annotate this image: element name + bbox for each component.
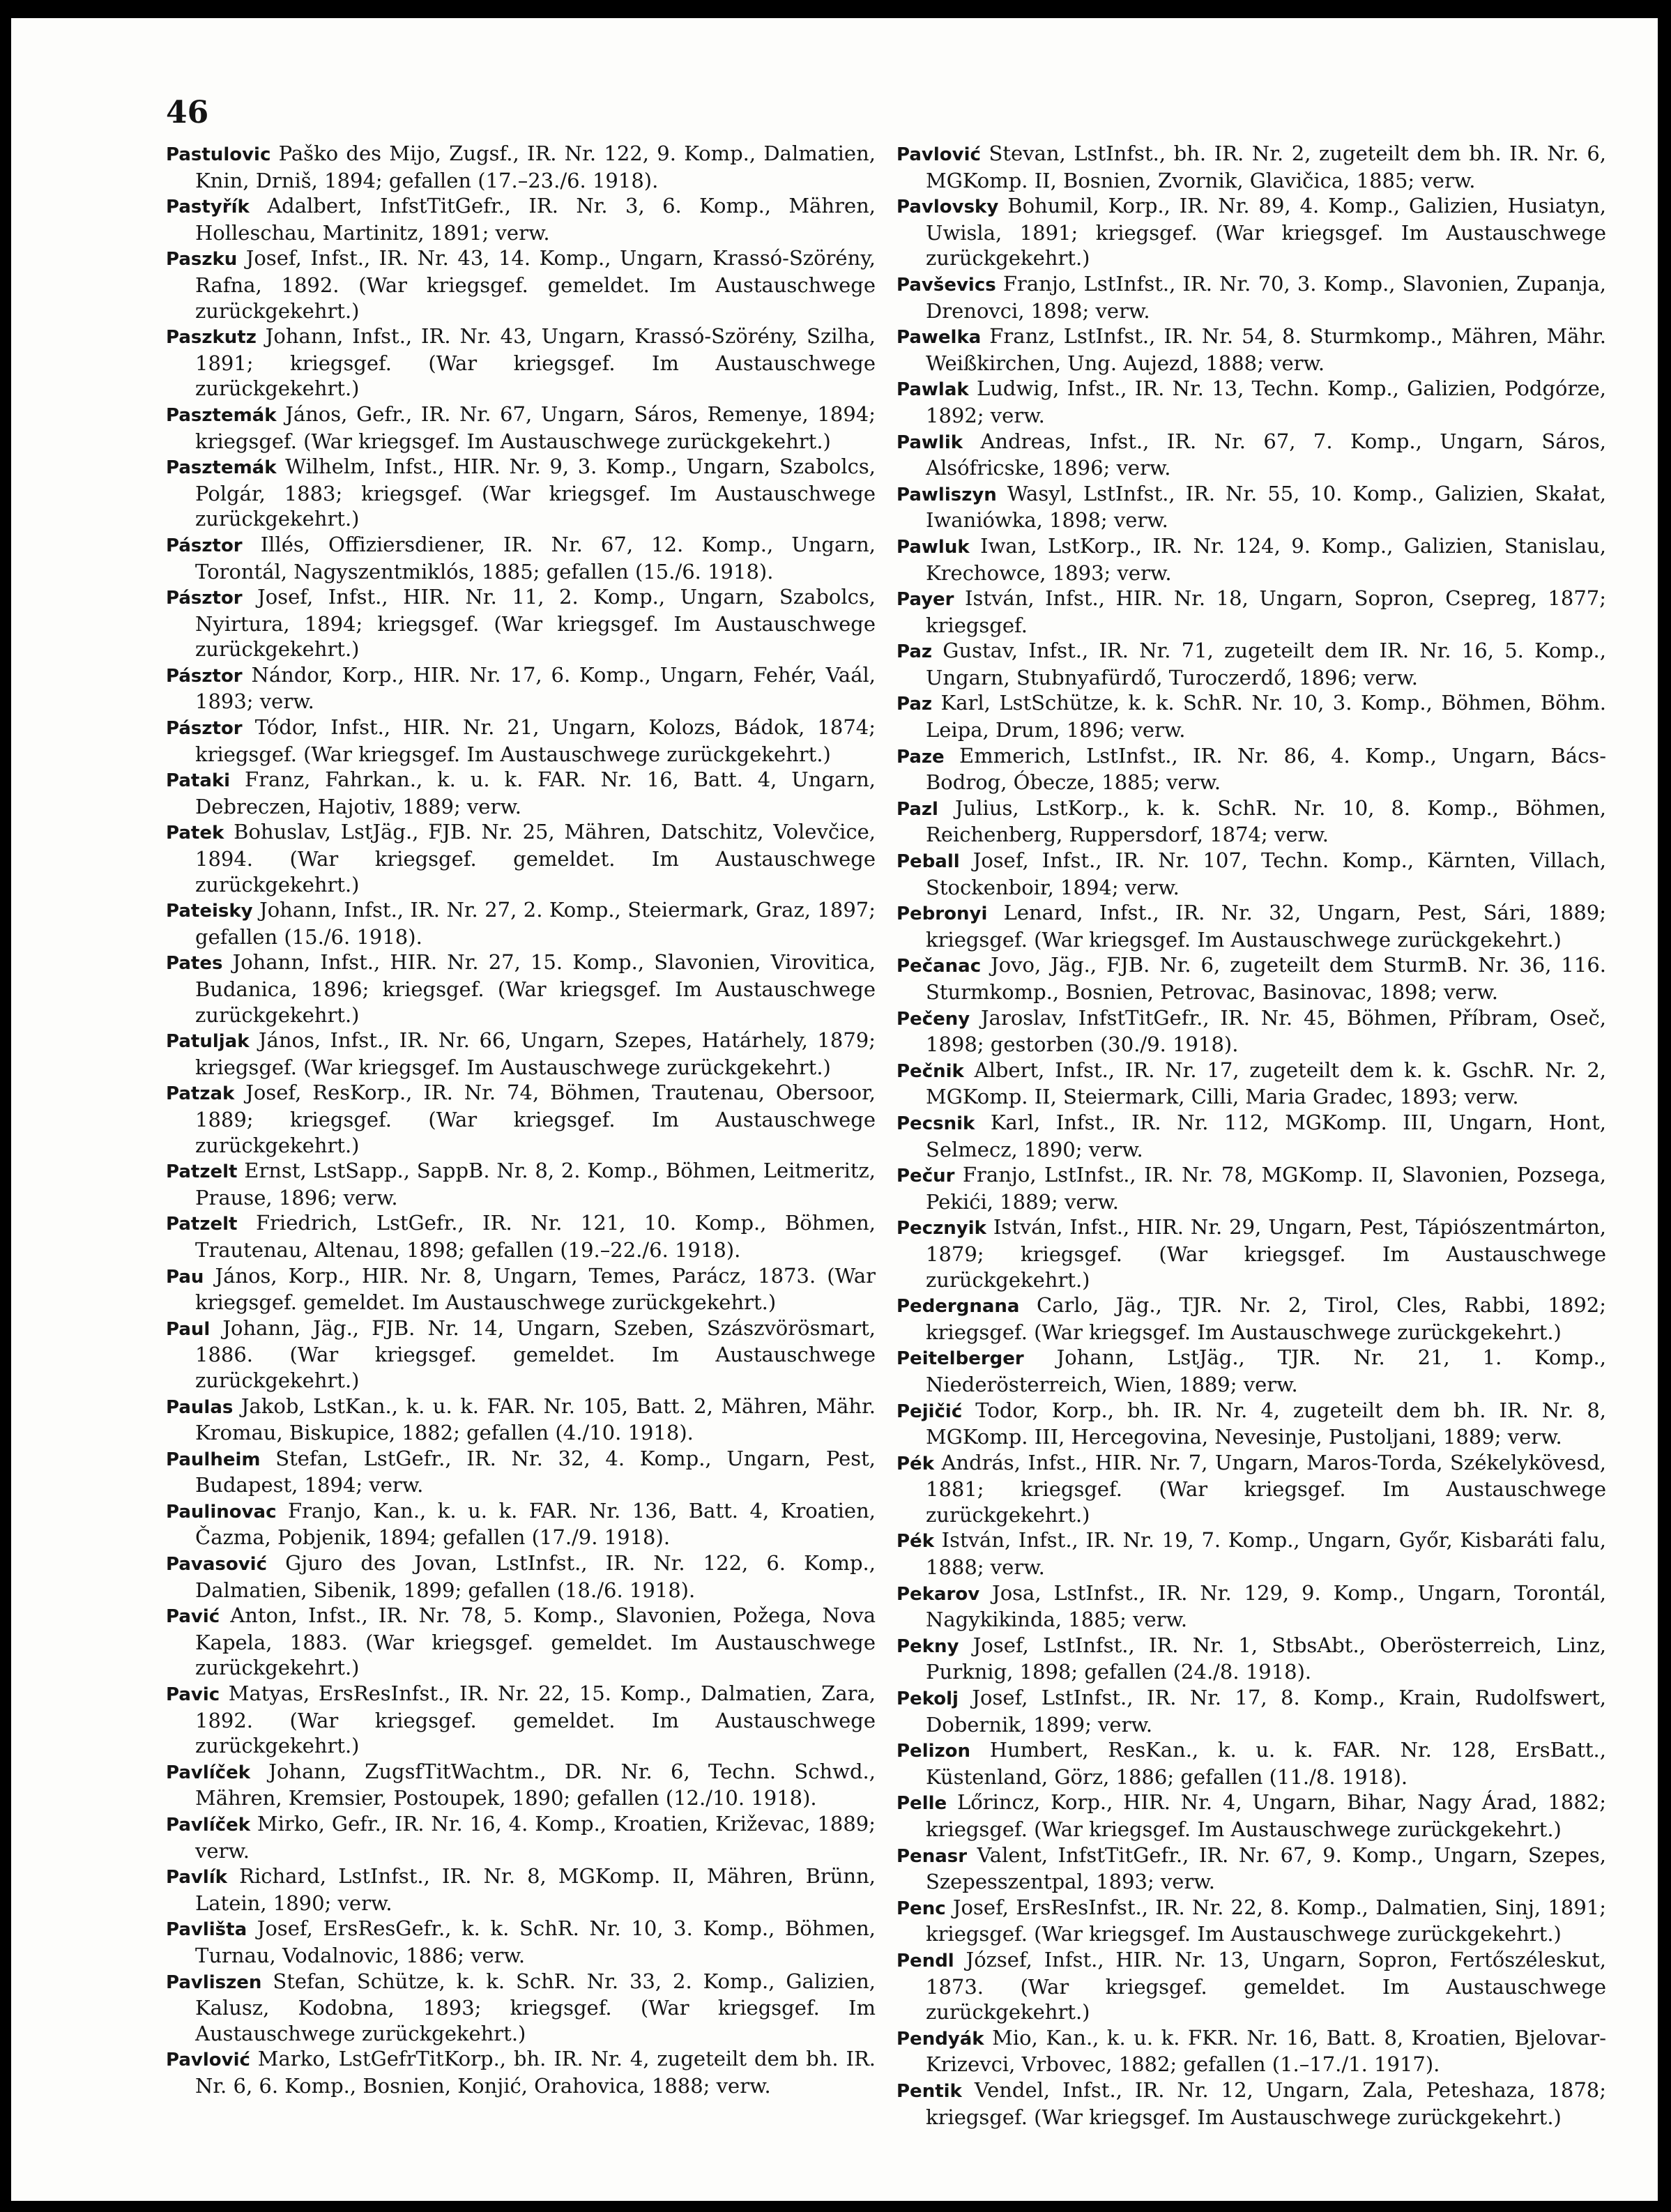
roll-entry [166, 584, 876, 662]
entry-details: Friedrich, LstGefr., IR. Nr. 121, 10. Komp., Böhmen, Trautenau, Altenau, 1898; gefallen (19.–22./6. 1918). [195, 1211, 876, 1262]
roll-entry [166, 1603, 876, 1681]
roll-entry [896, 1633, 1606, 1685]
roll-entry [896, 376, 1606, 428]
entry-surname: Peball [896, 851, 960, 873]
entry-surname: Patzak [166, 1083, 235, 1105]
entry-surname: Pastyřík [166, 197, 250, 218]
entry-surname: Paz [896, 641, 933, 663]
roll-entry [166, 1315, 876, 1394]
roll-entry [166, 715, 876, 767]
entry-details: Franjo, LstInfst., IR. Nr. 70, 3. Komp., Slavonien, Zupanja, Drenovci, 1898; verw. [926, 271, 1606, 323]
entry-details: Franjo, LstInfst., IR. Nr. 78, MGKomp. II, Slavonien, Pozsega, Pekići, 1889; verw. [926, 1163, 1606, 1214]
entry-details: Josef, Infst., IR. Nr. 107, Techn. Komp., Kärnten, Villach, Stockenboir, 1894; verw. [926, 848, 1606, 899]
entry-surname: Pavlík [166, 1867, 227, 1889]
entry-surname: Pavliszen [166, 1971, 262, 1993]
roll-entry [166, 1916, 876, 1968]
entry-surname: Pék [896, 1531, 934, 1553]
roll-entry [166, 1969, 876, 2047]
roll-entry [166, 193, 876, 245]
roll-entry [166, 2046, 876, 2098]
entry-surname: Pásztor [166, 588, 243, 609]
entry-surname: Pebronyi [896, 903, 988, 925]
roll-entry [896, 323, 1606, 376]
entry-details: Lőrincz, Korp., HIR. Nr. 4, Ungarn, Bihar, Nagy Árad, 1882; kriegsgef. (War kriegsgef. Im Austauschwege zurückgekehrt.) [926, 1790, 1606, 1841]
roll-entry [896, 1292, 1606, 1345]
entry-surname: Pavic [166, 1684, 220, 1706]
entry-surname: Pawelka [896, 327, 982, 349]
entry-surname: Pendl [896, 1950, 954, 1971]
entry-details: Josef, ErsResInfst., IR. Nr. 22, 8. Komp., Dalmatien, Sinj, 1891; kriegsgef. (War kriegsgef. Im Austauschwege zurückgekehrt.) [926, 1895, 1606, 1946]
roll-entry [166, 1811, 876, 1863]
roll-entry [166, 1446, 876, 1498]
entry-surname: Pataki [166, 770, 231, 792]
entry-surname: Paz [896, 694, 933, 715]
entry-surname: Paulas [166, 1396, 234, 1418]
roll-entry [166, 532, 876, 584]
entry-details: Emmerich, LstInfst., IR. Nr. 86, 4. Komp., Ungarn, Bács-Bodrog, Óbecze, 1885; verw. [926, 743, 1606, 795]
roll-entry [896, 1685, 1606, 1737]
entry-surname: Pečur [896, 1166, 955, 1187]
roll-entry [166, 767, 876, 819]
entry-details: István, Infst., IR. Nr. 19, 7. Komp., Ungarn, Győr, Kisbaráti falu, 1888; verw. [926, 1528, 1606, 1580]
roll-entry [896, 638, 1606, 690]
entry-details: Illés, Offiziersdiener, IR. Nr. 67, 12. Komp., Ungarn, Torontál, Nagyszentmiklós, 1885; gefallen (15./6. 1918). [195, 532, 876, 583]
entry-details: Jovo, Jäg., FJB. Nr. 6, zugeteilt dem SturmB. Nr. 36, 116. Sturmkomp., Bosnien, Petrovac, Basinovac, 1898; verw. [926, 953, 1606, 1004]
entry-surname: Pásztor [166, 535, 243, 556]
roll-entry [166, 1210, 876, 1263]
entry-details: Josef, LstInfst., IR. Nr. 17, 8. Komp., Krain, Rudolfswert, Dobernik, 1899; verw. [926, 1686, 1606, 1737]
entry-surname: Payer [896, 589, 954, 611]
roll-entry [166, 1681, 876, 1759]
roll-entry [896, 1580, 1606, 1633]
roll-entry [166, 245, 876, 323]
entry-surname: Pavlišta [166, 1919, 247, 1941]
roll-entry [166, 1263, 876, 1315]
entry-surname: Pateisky [166, 901, 253, 922]
roll-entry [896, 1005, 1606, 1058]
entry-details: Ernst, LstSapp., SappB. Nr. 8, 2. Komp., Böhmen, Leitmeritz, Prause, 1896; verw. [195, 1159, 876, 1210]
entry-surname: Pastulovic [166, 144, 271, 165]
roll-entry [166, 1863, 876, 1916]
entry-surname: Pawlak [896, 379, 969, 401]
entry-details: Anton, Infst., IR. Nr. 78, 5. Komp., Slavonien, Požega, Nova Kapela, 1883. (War kriegsgef. gemeldet. Im Austauschwege zurückgekehrt.) [195, 1603, 876, 1680]
entry-surname: Pásztor [166, 665, 243, 687]
entry-details: Todor, Korp., bh. IR. Nr. 4, zugeteilt dem bh. IR. Nr. 8, MGKomp. III, Hercegovina, Nevesinje, Pustoljani, 1889; verw. [926, 1398, 1606, 1449]
entry-surname: Pasztemák [166, 457, 277, 479]
entry-surname: Pecsnik [896, 1113, 975, 1134]
document-page [11, 18, 1658, 2201]
entry-surname: Penasr [896, 1845, 968, 1867]
roll-entry [166, 897, 876, 949]
roll-entry [896, 2025, 1606, 2077]
left-column [166, 141, 876, 2099]
entry-details: Tódor, Infst., HIR. Nr. 21, Ungarn, Kolozs, Bádok, 1874; kriegsgef. (War kriegsgef. Im Austauschwege zurückgekehrt.) [195, 715, 876, 766]
roll-entry [166, 454, 876, 532]
entry-surname: Pečeny [896, 1008, 970, 1030]
entry-details: János, Gefr., IR. Nr. 67, Ungarn, Sáros, Remenye, 1894; kriegsgef. (War kriegsgef. Im Austauschwege zurückgekehrt.) [195, 402, 876, 453]
roll-entry [896, 2077, 1606, 2130]
entry-surname: Pék [896, 1453, 934, 1474]
entry-surname: Pau [166, 1266, 204, 1288]
entry-surname: Pasztemák [166, 404, 277, 426]
entry-details: András, Infst., HIR. Nr. 7, Ungarn, Maros-Torda, Székelykövesd, 1881; kriegsgef. (War kriegsgef. Im Austauschwege zurückgekehrt.) [926, 1450, 1606, 1527]
entry-surname: Pavlovsky [896, 197, 999, 218]
entry-details: Josef, Infst., IR. Nr. 43, 14. Komp., Ungarn, Krassó-Szörény, Rafna, 1892. (War kriegsgef. gemeldet. Im Austauschwege zurückgekehrt.) [195, 246, 876, 323]
entry-surname: Pawliszyn [896, 484, 997, 505]
entry-details: Humbert, ResKan., k. u. k. FAR. Nr. 128, ErsBatt., Küstenland, Görz, 1886; gefallen (11./8. 1918). [926, 1738, 1606, 1789]
entry-details: Valent, InfstTitGefr., IR. Nr. 67, 9. Komp., Ungarn, Szepes, Szepesszentpal, 1893; verw. [926, 1843, 1606, 1894]
roll-entry [896, 429, 1606, 481]
entry-surname: Paulheim [166, 1449, 261, 1470]
entry-details: Johann, LstJäg., TJR. Nr. 21, 1. Komp., Niederösterreich, Wien, 1889; verw. [926, 1345, 1606, 1396]
entry-surname: Pavasović [166, 1554, 268, 1576]
entry-details: Johann, Jäg., FJB. Nr. 14, Ungarn, Szeben, Szászvörösmart, 1886. (War kriegsgef. gemeldet. Im Austauschwege zurückgekehrt.) [195, 1315, 876, 1392]
roll-entry [896, 1790, 1606, 1842]
entry-surname: Pates [166, 953, 223, 975]
entry-details: Andreas, Infst., IR. Nr. 67, 7. Komp., Ungarn, Sáros, Alsófricske, 1896; verw. [926, 429, 1606, 480]
roll-entry [896, 952, 1606, 1005]
entry-surname: Pelle [896, 1793, 947, 1815]
roll-entry [896, 271, 1606, 323]
roll-entry [896, 481, 1606, 533]
entry-details: Karl, Infst., IR. Nr. 112, MGKomp. III, Ungarn, Hont, Selmecz, 1890; verw. [926, 1110, 1606, 1161]
roll-entry [166, 1550, 876, 1603]
entry-surname: Pavševics [896, 274, 996, 296]
roll-entry [896, 900, 1606, 952]
roll-entry [896, 141, 1606, 193]
entry-details: Bohuslav, LstJäg., FJB. Nr. 25, Mähren, Datschitz, Volevčice, 1894. (War kriegsgef. gemeldet. Im Austauschwege zurückgekehrt.) [195, 820, 876, 897]
entry-details: Albert, Infst., IR. Nr. 17, zugeteilt dem k. k. GschR. Nr. 2, MGKomp. II, Steiermark, Cilli, Maria Gradec, 1893; verw. [926, 1058, 1606, 1109]
entry-surname: Pavlović [896, 144, 981, 165]
entry-details: Josef, ResKorp., IR. Nr. 74, Böhmen, Trautenau, Obersoor, 1889; kriegsgef. (War kriegsgef. Im Austauschwege zurückgekehrt.) [195, 1081, 876, 1157]
roll-entry [166, 323, 876, 402]
entry-details: Wasyl, LstInfst., IR. Nr. 55, 10. Komp., Galizien, Skałat, Iwaniówka, 1898; verw. [926, 481, 1606, 533]
roll-entry [166, 1028, 876, 1080]
entry-details: Josa, LstInfst., IR. Nr. 129, 9. Komp., Ungarn, Torontál, Nagykikinda, 1885; verw. [926, 1580, 1606, 1632]
entry-details: Karl, LstSchütze, k. k. SchR. Nr. 10, 3. Komp., Böhmen, Böhm. Leipa, Drum, 1896; verw. [926, 691, 1606, 742]
entry-details: István, Infst., HIR. Nr. 18, Ungarn, Sopron, Csepreg, 1877; kriegsgef. [926, 586, 1606, 637]
entry-details: Johann, Infst., HIR. Nr. 27, 15. Komp., Slavonien, Virovitica, Budanica, 1896; kriegsgef. (War kriegsgef. Im Austauschwege zurückgekehrt.) [195, 950, 876, 1027]
entry-surname: Pavlović [166, 2050, 250, 2071]
entry-details: János, Korp., HIR. Nr. 8, Ungarn, Temes, Parácz, 1873. (War kriegsgef. gemeldet. Im Austauschwege zurückgekehrt.) [195, 1263, 876, 1315]
entry-surname: Pásztor [166, 718, 243, 740]
entry-details: Gjuro des Jovan, LstInfst., IR. Nr. 122, 6. Komp., Dalmatien, Sibenik, 1899; gefallen (18./6. 1918). [195, 1551, 876, 1602]
entry-details: Franjo, Kan., k. u. k. FAR. Nr. 136, Batt. 4, Kroatien, Čazma, Pobjenik, 1894; gefallen (17./9. 1918). [195, 1498, 876, 1550]
entry-details: Adalbert, InfstTitGefr., IR. Nr. 3, 6. Komp., Mähren, Holleschau, Martinitz, 1891; verw. [195, 194, 876, 245]
entry-details: Nándor, Korp., HIR. Nr. 17, 6. Komp., Ungarn, Fehér, Vaál, 1893; verw. [195, 662, 876, 714]
roll-entry [896, 743, 1606, 795]
entry-details: Bohumil, Korp., IR. Nr. 89, 4. Komp., Galizien, Husiatyn, Uwisla, 1891; kriegsgef. (War kriegsgef. Im Austauschwege zurückgekehrt.) [926, 194, 1606, 270]
entry-details: István, Infst., HIR. Nr. 29, Ungarn, Pest, Tápiószentmárton, 1879; kriegsgef. (War kriegsgef. Im Austauschwege zurückgekehrt.) [926, 1215, 1606, 1292]
entry-details: Paško des Mijo, Zugsf., IR. Nr. 122, 9. Komp., Dalmatien, Knin, Drniš, 1894; gefallen (17.–23./6. 1918). [195, 142, 876, 192]
entry-details: Ludwig, Infst., IR. Nr. 13, Techn. Komp., Galizien, Podgórze, 1892; verw. [926, 376, 1606, 427]
entry-details: Franz, Fahrkan., k. u. k. FAR. Nr. 16, Batt. 4, Ungarn, Debreczen, Hajotiv, 1889; verw. [195, 768, 876, 818]
entry-details: Julius, LstKorp., k. k. SchR. Nr. 10, 8. Komp., Böhmen, Reichenberg, Ruppersdorf, 1874; verw. [926, 795, 1606, 847]
entry-surname: Peitelberger [896, 1348, 1024, 1370]
entry-details: Jaroslav, InfstTitGefr., IR. Nr. 45, Böhmen, Příbram, Oseč, 1898; gestorben (30./9. 1918). [926, 1005, 1606, 1057]
roll-entry [896, 795, 1606, 848]
entry-surname: Paszku [166, 249, 238, 270]
entry-details: Josef, LstInfst., IR. Nr. 1, StbsAbt., Oberösterreich, Linz, Purknig, 1898; gefallen (24./8. 1918). [926, 1633, 1606, 1684]
entry-surname: Pekny [896, 1635, 959, 1657]
roll-entry [166, 141, 876, 193]
entry-details: Matyas, ErsResInfst., IR. Nr. 22, 15. Komp., Dalmatien, Zara, 1892. (War kriegsgef. gemeldet. Im Austauschwege zurückgekehrt.) [195, 1681, 876, 1758]
entry-details: Stefan, Schütze, k. k. SchR. Nr. 33, 2. Komp., Galizien, Kalusz, Kodobna, 1893; kriegsgef. (War kriegsgef. Im Austauschwege zurückgekehrt.) [195, 1969, 876, 2045]
roll-entry [896, 1947, 1606, 2025]
entry-details: Iwan, LstKorp., IR. Nr. 124, 9. Komp., Galizien, Stanislau, Krechowce, 1893; verw. [926, 533, 1606, 585]
entry-details: Johann, ZugsfTitWachtm., DR. Nr. 6, Techn. Schwd., Mähren, Kremsier, Postoupek, 1890; gefallen (12./10. 1918). [195, 1759, 876, 1810]
roll-entry [166, 1158, 876, 1210]
roll-entry [896, 1110, 1606, 1162]
entry-details: Josef, Infst., HIR. Nr. 11, 2. Komp., Ungarn, Szabolcs, Nyirtura, 1894; kriegsgef. (War kriegsgef. Im Austauschwege zurückgekehrt.) [195, 585, 876, 662]
entry-surname: Pelizon [896, 1741, 971, 1762]
roll-entry [896, 1345, 1606, 1397]
entry-surname: Pawlik [896, 432, 963, 453]
entry-surname: Pejičić [896, 1401, 963, 1422]
roll-entry [896, 1058, 1606, 1110]
entry-surname: Pavlíček [166, 1815, 251, 1836]
entry-surname: Paulinovac [166, 1501, 277, 1523]
entry-details: Carlo, Jäg., TJR. Nr. 2, Tirol, Cles, Rabbi, 1892; kriegsgef. (War kriegsgef. Im Austauschwege zurückgekehrt.) [926, 1293, 1606, 1344]
roll-entry [896, 1527, 1606, 1580]
entry-details: Mio, Kan., k. u. k. FKR. Nr. 16, Batt. 8, Kroatien, Bjelovar-Krizevci, Vrbovec, 1882; gefallen (1.–17./1. 1917). [926, 2025, 1606, 2077]
entry-surname: Pekarov [896, 1583, 980, 1605]
roll-entry [896, 1843, 1606, 1895]
right-column [896, 141, 1606, 2130]
entry-surname: Pecznyik [896, 1218, 986, 1240]
entry-details: János, Infst., IR. Nr. 66, Ungarn, Szepes, Határhely, 1879; kriegsgef. (War kriegsgef. Im Austauschwege zurückgekehrt.) [195, 1028, 876, 1079]
entry-surname: Pawluk [896, 536, 970, 558]
roll-entry [166, 949, 876, 1028]
roll-entry [166, 402, 876, 454]
roll-entry [896, 1398, 1606, 1450]
entry-surname: Patek [166, 823, 224, 844]
entry-surname: Patuljak [166, 1031, 250, 1053]
entry-details: Gustav, Infst., IR. Nr. 71, zugeteilt dem IR. Nr. 16, 5. Komp., Ungarn, Stubnyafürdő, Turoczerdő, 1896; verw. [926, 639, 1606, 689]
entry-details: József, Infst., HIR. Nr. 13, Ungarn, Sopron, Fertőszéleskut, 1873. (War kriegsgef. gemeldet. Im Austauschwege zurückgekehrt.) [926, 1947, 1606, 2024]
roll-entry [166, 1759, 876, 1811]
roll-entry [166, 662, 876, 715]
roll-entry [896, 1895, 1606, 1947]
entry-surname: Patzelt [166, 1214, 238, 1235]
entry-surname: Paze [896, 746, 945, 768]
entry-details: Vendel, Infst., IR. Nr. 12, Ungarn, Zala, Peteshaza, 1878; kriegsgef. (War kriegsgef. Im Austauschwege zurückgekehrt.) [926, 2077, 1606, 2129]
entry-details: Mirko, Gefr., IR. Nr. 16, 4. Komp., Kroatien, Križevac, 1889; verw. [195, 1812, 876, 1863]
roll-entry [896, 533, 1606, 586]
entry-details: Richard, LstInfst., IR. Nr. 8, MGKomp. II, Mähren, Brünn, Latein, 1890; verw. [195, 1864, 876, 1915]
entry-surname: Pazl [896, 798, 938, 820]
entry-details: Johann, Infst., IR. Nr. 43, Ungarn, Krassó-Szörény, Szilha, 1891; kriegsgef. (War kriegsgef. Im Austauschwege zurückgekehrt.) [195, 324, 876, 401]
roll-entry [166, 1080, 876, 1158]
entry-surname: Paszkutz [166, 327, 257, 349]
entry-surname: Pečnik [896, 1060, 964, 1082]
entry-details: Josef, ErsResGefr., k. k. SchR. Nr. 10, 3. Komp., Böhmen, Turnau, Vodalnovic, 1886; verw. [195, 1916, 876, 1967]
entry-details: Jakob, LstKan., k. u. k. FAR. Nr. 105, Batt. 2, Mähren, Mähr. Kromau, Biskupice, 1882; gefallen (4./10. 1918). [195, 1394, 876, 1445]
roll-entry [166, 819, 876, 897]
entry-surname: Pekolj [896, 1688, 959, 1710]
roll-entry [896, 690, 1606, 742]
entry-details: Wilhelm, Infst., HIR. Nr. 9, 3. Komp., Ungarn, Szabolcs, Polgár, 1883; kriegsgef. (War kriegsgef. Im Austauschwege zurückgekehrt.) [195, 455, 876, 531]
entry-details: Stevan, LstInfst., bh. IR. Nr. 2, zugeteilt dem bh. IR. Nr. 6, MGKomp. II, Bosnien, Zvornik, Glavičica, 1885; verw. [926, 142, 1606, 192]
entry-surname: Paul [166, 1318, 211, 1340]
roll-entry [896, 1450, 1606, 1528]
entry-surname: Pendyák [896, 2028, 984, 2050]
entry-details: Franz, LstInfst., IR. Nr. 54, 8. Sturmkomp., Mähren, Mähr. Weißkirchen, Ung. Aujezd, 1888; verw. [926, 324, 1606, 375]
roll-entry [896, 848, 1606, 900]
entry-surname: Patzelt [166, 1161, 238, 1183]
entry-details: Lenard, Infst., IR. Nr. 32, Ungarn, Pest, Sári, 1889; kriegsgef. (War kriegsgef. Im Austauschwege zurückgekehrt.) [926, 901, 1606, 952]
entry-surname: Pedergnana [896, 1296, 1020, 1318]
roll-entry [166, 1394, 876, 1446]
roll-entry [166, 1498, 876, 1550]
entry-details: Johann, Infst., IR. Nr. 27, 2. Komp., Steiermark, Graz, 1897; gefallen (15./6. 1918). [195, 898, 876, 949]
entry-surname: Pentik [896, 2080, 962, 2102]
entry-details: Stefan, LstGefr., IR. Nr. 32, 4. Komp., Ungarn, Pest, Budapest, 1894; verw. [195, 1446, 876, 1497]
page-number: 46 [166, 95, 209, 130]
entry-surname: Pečanac [896, 956, 982, 977]
entry-surname: Pavlíček [166, 1762, 251, 1783]
roll-entry [896, 1162, 1606, 1214]
roll-entry [896, 1737, 1606, 1790]
entry-surname: Penc [896, 1898, 946, 1919]
roll-entry [896, 193, 1606, 271]
roll-entry [896, 586, 1606, 638]
roll-entry [896, 1214, 1606, 1292]
entry-details: Marko, LstGefrTitKorp., bh. IR. Nr. 4, zugeteilt dem bh. IR. Nr. 6, 6. Komp., Bosnien, Konjić, Orahovica, 1888; verw. [195, 2047, 876, 2098]
entry-surname: Pavić [166, 1606, 220, 1628]
